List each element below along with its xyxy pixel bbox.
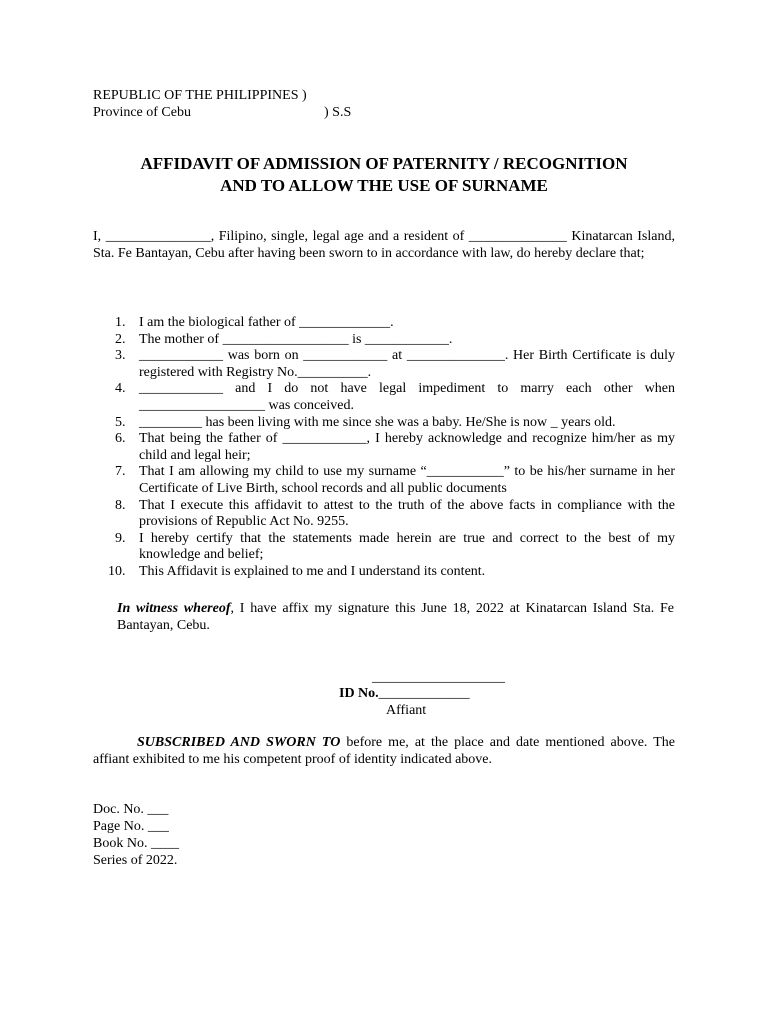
witness-text: , I have affix my signature this June 18, 2022 at Kinatarcan Island Sta. Fe Bantayan, Cebu. — [117, 601, 674, 633]
witness-lead: In witness whereof — [117, 601, 231, 616]
list-item — [93, 315, 675, 332]
declaration-list — [93, 315, 675, 581]
venue-province: Province of Cebu — [93, 105, 191, 120]
list-item-number: 6. — [115, 431, 126, 447]
page-number: Page No. ___ — [93, 819, 169, 834]
jurat-text: before me, at the place and date mentioned above. The affiant exhibited to me his competent proof of identity indicated above. — [93, 735, 675, 767]
list-item-text: ____________ and I do not have legal impediment to marry each other when __________________ was conceived. — [139, 381, 675, 413]
venue-ss: ) S.S — [324, 105, 352, 120]
document-title-line2: AND TO ALLOW THE USE OF SURNAME — [220, 176, 548, 195]
list-item-text: I hereby certify that the statements made herein are true and correct to the best of my knowledge and belief; — [139, 530, 675, 563]
list-item-number: 3. — [115, 348, 126, 364]
list-item-text: This Affidavit is explained to me and I understand its content. — [139, 563, 486, 579]
intro-paragraph: I, _______________, Filipino, single, legal age and a resident of ______________ Kinatarcan Island, Sta. Fe Bantayan, Cebu after having been sworn to in accordance with law, do hereby declare that; — [93, 229, 675, 261]
list-item-text: That I execute this affidavit to attest to the truth of the above facts in compliance with the provisions of Republic Act No. 9255. — [139, 497, 675, 530]
list-item-text: _________ has been living with me since she was a baby. He/She is now _ years old. — [139, 414, 616, 430]
jurat-lead: SUBSCRIBED AND SWORN TO — [137, 735, 341, 750]
venue-republic: REPUBLIC OF THE PHILIPPINES ) — [93, 88, 307, 103]
list-item-number: 10. — [108, 563, 126, 579]
list-item — [93, 348, 675, 381]
list-item-text: I am the biological father of _____________. — [139, 315, 394, 330]
doc-number: Doc. No. ___ — [93, 802, 169, 817]
id-number-label: ID No. — [339, 686, 379, 701]
list-item — [93, 464, 675, 497]
list-item — [93, 564, 675, 581]
list-item — [93, 531, 675, 564]
book-number: Book No. ____ — [93, 836, 179, 851]
list-item — [93, 415, 675, 432]
list-item — [93, 332, 675, 349]
list-item-number: 4. — [115, 381, 126, 397]
list-item-number: 8. — [115, 497, 126, 513]
list-item — [93, 498, 675, 531]
list-item-number: 7. — [115, 464, 126, 480]
list-item-text: The mother of __________________ is ____________. — [139, 331, 453, 347]
list-item-text: ____________ was born on ____________ at ______________. Her Birth Certificate is duly registered with Registry No.__________. — [139, 348, 675, 380]
id-number-field — [339, 686, 470, 702]
list-item-number: 9. — [115, 530, 126, 546]
affiant-label: Affiant — [386, 703, 427, 718]
signature-line: ___________________ — [372, 670, 505, 685]
list-item-text: That being the father of ____________, I hereby acknowledge and recognize him/her as my child and legal heir; — [139, 431, 675, 463]
list-item-text: That I am allowing my child to use my surname “___________” to be his/her surname in her Certificate of Live Birth, school records and all public documents — [139, 464, 675, 496]
series-year: Series of 2022. — [93, 853, 178, 868]
list-item — [93, 431, 675, 464]
list-item-number: 1. — [115, 315, 126, 330]
list-item — [93, 381, 675, 414]
list-item-number: 2. — [115, 331, 126, 347]
document-title-line1: AFFIDAVIT OF ADMISSION OF PATERNITY / RECOGNITION — [140, 154, 628, 173]
id-number-blank: _____________ — [378, 686, 470, 701]
jurat-paragraph — [93, 735, 675, 768]
witness-paragraph — [117, 601, 674, 634]
list-item-number: 5. — [115, 414, 126, 430]
